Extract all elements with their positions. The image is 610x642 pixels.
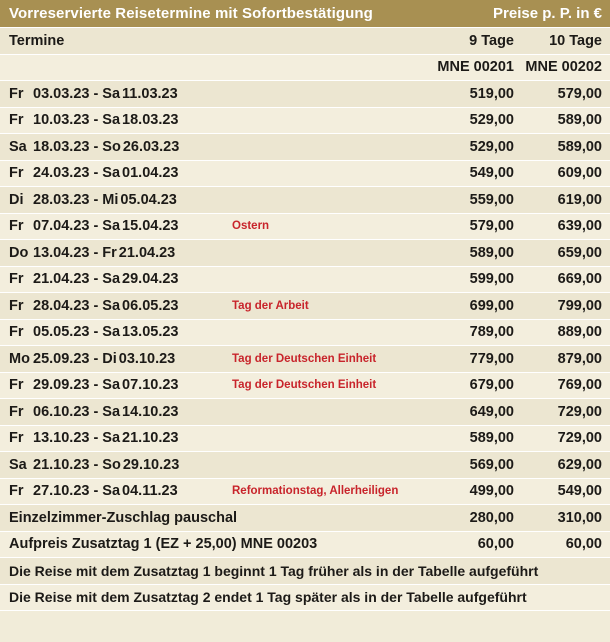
- price-9-tage: 589,00: [469, 244, 514, 261]
- weekday-to: Sa: [102, 377, 121, 394]
- table-row: [0, 426, 610, 453]
- table-body: [0, 27, 610, 611]
- date-from: 07.04.23: [33, 218, 90, 235]
- table-row: [0, 134, 610, 161]
- date-from: 24.03.23: [33, 165, 90, 182]
- table-row: [0, 399, 610, 426]
- price-9-tage: 599,00: [469, 271, 514, 288]
- table-row: [0, 214, 610, 241]
- price-9-tage: 679,00: [469, 377, 514, 394]
- date-range: [0, 404, 228, 420]
- price-10-tage: 769,00: [557, 377, 602, 394]
- price-9-tage: 589,00: [469, 430, 514, 447]
- code-9-tage: MNE 00201: [437, 59, 514, 76]
- price-9-tage: 579,00: [469, 218, 514, 235]
- date-separator: -: [93, 138, 99, 155]
- price-9-tage: 499,00: [469, 483, 514, 500]
- date-to: 18.03.23: [122, 112, 179, 129]
- date-to: 11.03.23: [122, 85, 178, 102]
- date-separator: -: [93, 350, 99, 367]
- weekday-to: Fr: [102, 244, 117, 261]
- date-to: 06.05.23: [122, 297, 179, 314]
- weekday-from: Fr: [9, 430, 24, 447]
- date-from: 13.10.23: [33, 430, 90, 447]
- date-range: [0, 165, 228, 181]
- date-from: 06.10.23: [33, 403, 90, 420]
- weekday-to: Sa: [102, 112, 121, 129]
- date-to: 26.03.23: [122, 138, 180, 155]
- weekday-from: Fr: [9, 112, 24, 129]
- price-10-tage: 669,00: [557, 271, 602, 288]
- weekday-from: Fr: [9, 165, 24, 182]
- date-separator: -: [93, 403, 99, 420]
- table-row: [0, 267, 610, 294]
- table-row: [0, 108, 610, 135]
- price-10-tage: 729,00: [557, 430, 602, 447]
- date-from: 13.04.23: [33, 244, 90, 261]
- date-range: [0, 139, 228, 155]
- price-9-tage: 529,00: [469, 112, 514, 129]
- date-to: 15.04.23: [122, 218, 179, 235]
- price-10-tage: 629,00: [557, 456, 602, 473]
- date-from: 25.09.23: [33, 350, 90, 367]
- table-row: [0, 293, 610, 320]
- termine-header: Termine: [9, 32, 65, 49]
- date-to: 21.04.23: [118, 244, 176, 261]
- price-10-tage: 589,00: [557, 138, 602, 155]
- table-row: [0, 81, 610, 108]
- date-range: [0, 112, 228, 128]
- date-separator: -: [93, 165, 99, 182]
- date-from: 28.04.23: [33, 297, 90, 314]
- weekday-to: So: [102, 138, 121, 155]
- date-range: [0, 271, 228, 287]
- table-row: [0, 240, 610, 267]
- surcharge-10-tage: 310,00: [557, 509, 602, 526]
- price-10-tage: 619,00: [557, 191, 602, 208]
- weekday-to: Sa: [102, 403, 121, 420]
- date-separator: -: [93, 112, 99, 129]
- date-from: 21.04.23: [33, 271, 90, 288]
- price-10-tage: 729,00: [557, 403, 602, 420]
- weekday-from: Mo: [9, 350, 30, 367]
- holiday-note: Tag der Arbeit: [232, 299, 309, 312]
- price-10-tage: 579,00: [557, 85, 602, 102]
- holiday-note: Tag der Deutschen Einheit: [232, 379, 377, 392]
- date-separator: -: [93, 218, 99, 235]
- table-row: [0, 346, 610, 373]
- price-10-tage: 879,00: [557, 350, 602, 367]
- footnote-row: [0, 585, 610, 612]
- price-9-tage: 789,00: [469, 324, 514, 341]
- date-separator: -: [93, 377, 99, 394]
- footnote: Die Reise mit dem Zusatztag 2 endet 1 Tag später als in der Tabelle aufgeführt: [9, 589, 527, 606]
- date-from: 27.10.23: [33, 483, 90, 500]
- price-9-tage: 569,00: [469, 456, 514, 473]
- footnote-row: [0, 558, 610, 585]
- date-separator: -: [93, 324, 99, 341]
- weekday-from: Fr: [9, 297, 24, 314]
- weekday-from: Fr: [9, 483, 24, 500]
- surcharge-row: [0, 532, 610, 559]
- date-separator: -: [93, 244, 99, 261]
- date-separator: -: [93, 483, 99, 500]
- date-to: 01.04.23: [122, 165, 179, 182]
- date-separator: -: [93, 271, 99, 288]
- weekday-from: Fr: [9, 218, 24, 235]
- surcharge-9-tage: 60,00: [477, 536, 514, 553]
- table-row: [0, 187, 610, 214]
- col-9-tage-header: 9 Tage: [469, 32, 514, 49]
- price-9-tage: 649,00: [469, 403, 514, 420]
- date-to: 13.05.23: [122, 324, 179, 341]
- table-row: [0, 320, 610, 347]
- weekday-from: Fr: [9, 377, 24, 394]
- date-range: [0, 298, 228, 314]
- table-title: Vorreservierte Reisetermine mit Sofortbestätigung: [9, 5, 373, 22]
- code-row: [0, 55, 610, 82]
- date-range: [0, 324, 228, 340]
- date-from: 29.09.23: [33, 377, 90, 394]
- date-to: 07.10.23: [122, 377, 179, 394]
- weekday-to: So: [102, 456, 121, 473]
- weekday-to: Sa: [102, 297, 121, 314]
- surcharge-9-tage: 280,00: [469, 509, 514, 526]
- date-separator: -: [93, 430, 99, 447]
- date-to: 21.10.23: [122, 430, 179, 447]
- date-range: [0, 218, 228, 234]
- weekday-to: Mi: [102, 191, 119, 208]
- price-10-tage: 589,00: [557, 112, 602, 129]
- date-separator: -: [93, 191, 99, 208]
- weekday-from: Fr: [9, 271, 24, 288]
- date-from: 03.03.23: [33, 85, 90, 102]
- weekday-to: Sa: [102, 271, 121, 288]
- holiday-note: Ostern: [232, 220, 270, 233]
- weekday-to: Sa: [102, 324, 121, 341]
- price-9-tage: 699,00: [469, 297, 514, 314]
- table-row: [0, 161, 610, 188]
- code-10-tage: MNE 00202: [525, 59, 602, 76]
- date-to: 04.11.23: [122, 483, 178, 500]
- price-10-tage: 639,00: [557, 218, 602, 235]
- price-10-tage: 609,00: [557, 165, 602, 182]
- weekday-to: Sa: [102, 85, 121, 102]
- price-9-tage: 529,00: [469, 138, 514, 155]
- price-10-tage: 549,00: [557, 483, 602, 500]
- date-from: 05.05.23: [33, 324, 90, 341]
- weekday-from: Fr: [9, 85, 24, 102]
- weekday-from: Sa: [9, 456, 27, 473]
- price-9-tage: 779,00: [469, 350, 514, 367]
- date-range: [0, 430, 228, 446]
- date-from: 28.03.23: [33, 191, 90, 208]
- date-range: [0, 192, 228, 208]
- table-row: [0, 479, 610, 506]
- date-range: [0, 377, 228, 393]
- date-range: [0, 86, 228, 102]
- surcharge-label: Aufpreis Zusatztag 1 (EZ + 25,00) MNE 00203: [9, 536, 318, 553]
- weekday-from: Fr: [9, 403, 24, 420]
- price-9-tage: 559,00: [469, 191, 514, 208]
- date-to: 05.04.23: [120, 191, 177, 208]
- date-from: 21.10.23: [33, 456, 90, 473]
- date-to: 03.10.23: [118, 350, 176, 367]
- price-9-tage: 519,00: [469, 85, 514, 102]
- col-10-tage-header: 10 Tage: [549, 32, 602, 49]
- header-row: [0, 28, 610, 55]
- price-unit-label: Preise p. P. in €: [493, 5, 602, 22]
- weekday-to: Sa: [102, 483, 121, 500]
- date-to: 29.10.23: [122, 456, 180, 473]
- price-10-tage: 659,00: [557, 244, 602, 261]
- weekday-from: Di: [9, 191, 24, 208]
- weekday-to: Di: [102, 350, 117, 367]
- weekday-to: Sa: [102, 165, 121, 182]
- surcharge-row: [0, 505, 610, 532]
- price-10-tage: 799,00: [557, 297, 602, 314]
- table-row: [0, 373, 610, 400]
- price-10-tage: 889,00: [557, 324, 602, 341]
- date-range: [0, 483, 228, 499]
- holiday-note: Tag der Deutschen Einheit: [232, 352, 377, 365]
- price-9-tage: 549,00: [469, 165, 514, 182]
- surcharge-10-tage: 60,00: [565, 536, 602, 553]
- table-banner: [0, 0, 610, 27]
- date-separator: -: [93, 456, 99, 473]
- weekday-from: Fr: [9, 324, 24, 341]
- holiday-note: Reformationstag, Allerheiligen: [232, 485, 399, 498]
- date-to: 14.10.23: [122, 403, 179, 420]
- footnote: Die Reise mit dem Zusatztag 1 beginnt 1 Tag früher als in der Tabelle aufgeführt: [9, 562, 539, 579]
- date-separator: -: [93, 297, 99, 314]
- weekday-from: Sa: [9, 138, 27, 155]
- date-range: [0, 245, 228, 261]
- weekday-to: Sa: [102, 430, 121, 447]
- date-range: [0, 351, 228, 367]
- surcharge-label: Einzelzimmer-Zuschlag pauschal: [9, 509, 238, 526]
- date-to: 29.04.23: [122, 271, 179, 288]
- date-separator: -: [93, 85, 99, 102]
- date-from: 10.03.23: [33, 112, 90, 129]
- date-from: 18.03.23: [33, 138, 90, 155]
- table-row: [0, 452, 610, 479]
- weekday-from: Do: [9, 244, 29, 261]
- weekday-to: Sa: [102, 218, 121, 235]
- date-range: [0, 457, 228, 473]
